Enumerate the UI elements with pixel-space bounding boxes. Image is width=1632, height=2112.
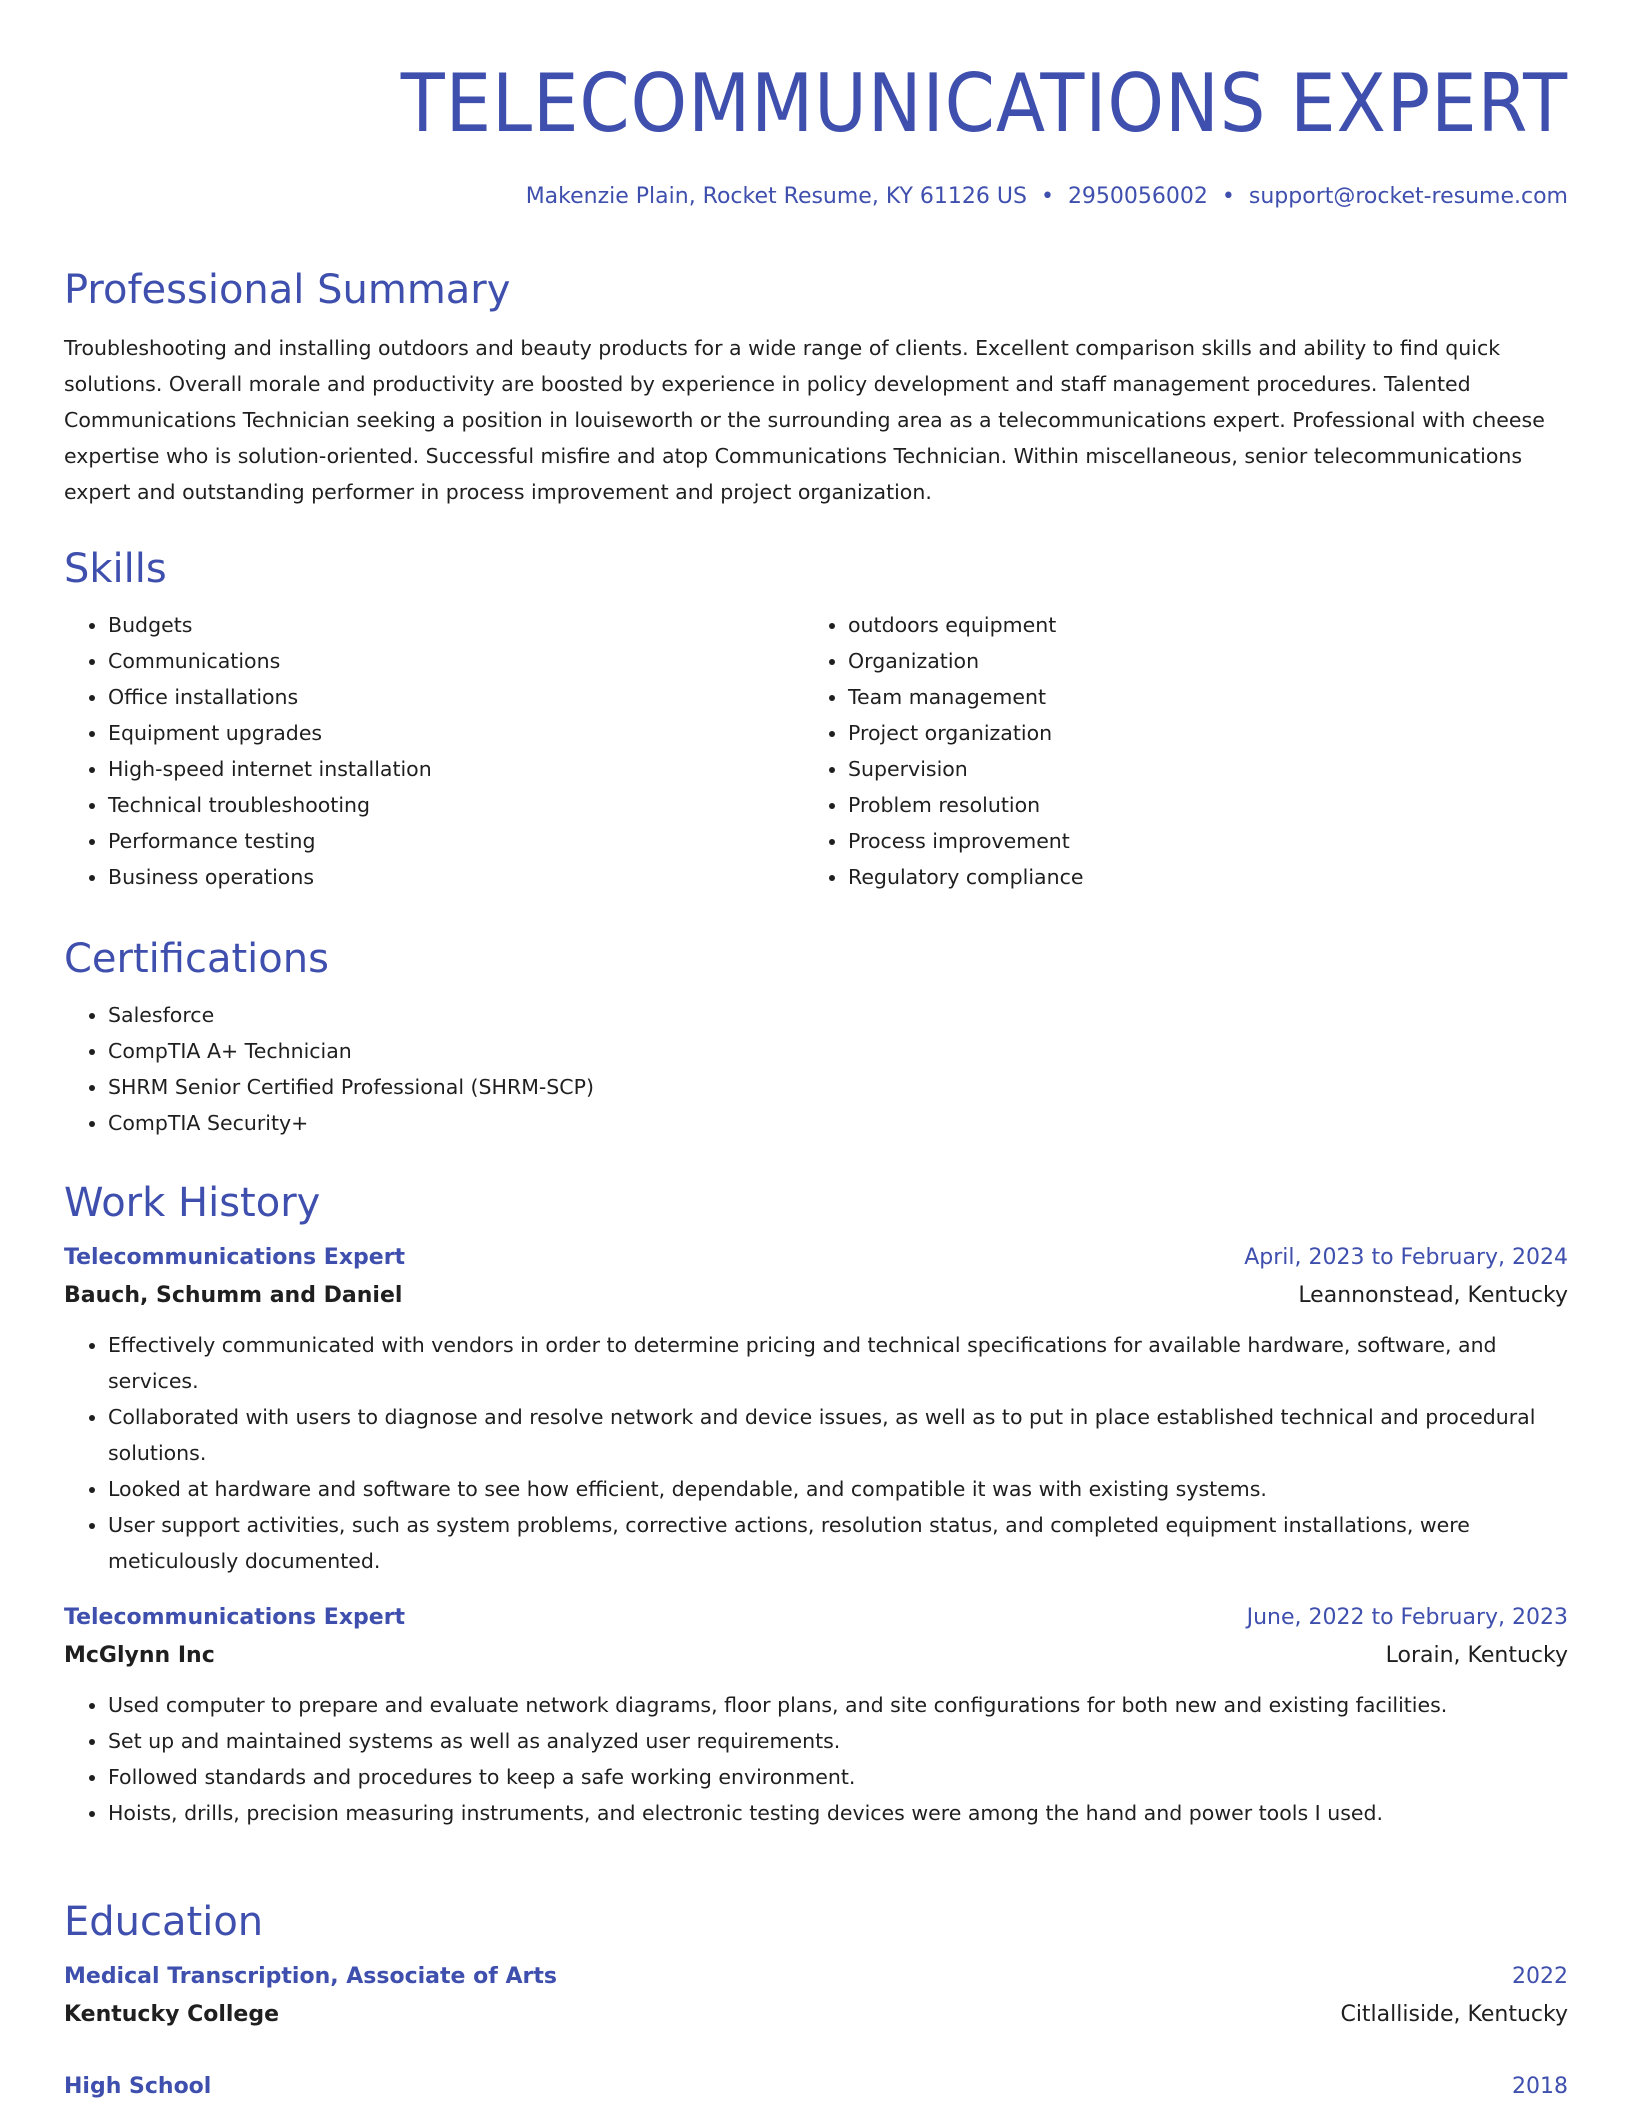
job-title: Telecommunications Expert — [64, 1605, 406, 1630]
certifications-heading: Certifications — [64, 936, 329, 982]
certifications-list — [64, 997, 1568, 1141]
education-school-row — [64, 1996, 1568, 2034]
certifications-section — [64, 933, 1568, 1141]
skill-item: • Office installations — [108, 679, 806, 715]
job-company-row — [64, 1637, 1568, 1675]
education-degree: Medical Transcription, Associate of Arts — [64, 1964, 557, 1989]
job-title-row — [64, 1599, 1568, 1637]
resume-title: TELECOMMUNICATIONS EXPERT — [400, 57, 1568, 150]
job-bullet: • Hoists, drills, precision measuring instruments, and electronic testing devices were among the hand and power tools I used. — [108, 1795, 1568, 1831]
job-bullets — [64, 1327, 1568, 1579]
job-title: Telecommunications Expert — [64, 1245, 406, 1270]
skills-columns — [64, 595, 1568, 895]
contact-separator: • — [1221, 184, 1235, 209]
certification-item: • CompTIA Security+ — [108, 1105, 1568, 1141]
work-history-section — [64, 1177, 1568, 1831]
job-title-row — [64, 1239, 1568, 1277]
job-company: Bauch, Schumm and Daniel — [64, 1283, 403, 1308]
job-location: Lorain, Kentucky — [1385, 1643, 1568, 1668]
job-location: Leannonstead, Kentucky — [1298, 1283, 1568, 1308]
summary-heading: Professional Summary — [64, 267, 511, 313]
skill-item: • outdoors equipment — [848, 607, 1548, 643]
skill-item: • Team management — [848, 679, 1548, 715]
job-company-row — [64, 1277, 1568, 1315]
work-history-heading: Work History — [64, 1180, 321, 1226]
job-bullet: • Looked at hardware and software to see how efficient, dependable, and compatible it was with existing systems. — [108, 1471, 1568, 1507]
skills-section — [64, 543, 1568, 895]
education-heading: Education — [64, 1899, 264, 1945]
skill-item: • Process improvement — [848, 823, 1548, 859]
skill-item: • Project organization — [848, 715, 1548, 751]
education-degree: High School — [64, 2074, 212, 2099]
contact-phone: 2950056002 — [1067, 184, 1208, 209]
education-entry — [64, 1958, 1568, 2034]
certification-item: • Salesforce — [108, 997, 1568, 1033]
job-dates: June, 2022 to February, 2023 — [1246, 1605, 1568, 1630]
education-entry — [64, 2068, 1568, 2106]
job-dates: April, 2023 to February, 2024 — [1244, 1245, 1568, 1270]
skill-item: • Business operations — [108, 859, 806, 895]
summary-text: Troubleshooting and installing outdoors and beauty products for a wide range of clients. Excellent comparison skills and ability to find quick solutions. Overall morale and productivity are boosted by experience in policy development and staff management procedures. Talented Communications Technician seeking a position in louiseworth or the surrounding area as a telecommunications expert. Professional with cheese expertise who is solution-oriented. Successful misfire and atop Communications Technician. Within miscellaneous, senior telecommunications expert and outstanding performer in process improvement and project organization. — [64, 336, 1545, 504]
contact-line — [526, 180, 1568, 214]
education-degree-row — [64, 2068, 1568, 2106]
skills-heading: Skills — [64, 546, 167, 592]
skill-item: • High-speed internet installation — [108, 751, 806, 787]
skill-item: • Performance testing — [108, 823, 806, 859]
skill-item: • Budgets — [108, 607, 806, 643]
education-section — [64, 1896, 1568, 2106]
skill-item: • Supervision — [848, 751, 1548, 787]
job-bullet: • User support activities, such as system problems, corrective actions, resolution status, and completed equipment installations, were meticulously documented. — [108, 1507, 1568, 1579]
education-location: Citlalliside, Kentucky — [1340, 2002, 1568, 2027]
certification-item: • SHRM Senior Certified Professional (SHRM-SCP) — [108, 1069, 1568, 1105]
skill-item: • Regulatory compliance — [848, 859, 1548, 895]
job-bullet: • Collaborated with users to diagnose and resolve network and device issues, as well as to put in place established technical and procedural solutions. — [108, 1399, 1568, 1471]
certification-item: • CompTIA A+ Technician — [108, 1033, 1568, 1069]
skill-item: • Technical troubleshooting — [108, 787, 806, 823]
job-bullets — [64, 1687, 1568, 1831]
skill-item: • Equipment upgrades — [108, 715, 806, 751]
skills-list-right — [806, 607, 1548, 895]
education-year: 2018 — [1512, 2074, 1568, 2099]
contact-separator: • — [1040, 184, 1054, 209]
skill-item: • Organization — [848, 643, 1548, 679]
contact-address: Makenzie Plain, Rocket Resume, KY 61126 US — [525, 184, 1027, 209]
education-year: 2022 — [1512, 1964, 1568, 1989]
job-entry — [64, 1599, 1568, 1831]
skills-list-left — [64, 607, 806, 895]
skill-item: • Problem resolution — [848, 787, 1548, 823]
job-bullet: • Used computer to prepare and evaluate network diagrams, floor plans, and site configurations for both new and existing facilities. — [108, 1687, 1568, 1723]
job-bullet: • Set up and maintained systems as well as analyzed user requirements. — [108, 1723, 1568, 1759]
education-school: Kentucky College — [64, 2002, 280, 2027]
skill-item: • Communications — [108, 643, 806, 679]
summary-section — [64, 264, 1568, 510]
job-company: McGlynn Inc — [64, 1643, 215, 1668]
job-bullet: • Followed standards and procedures to keep a safe working environment. — [108, 1759, 1568, 1795]
education-degree-row — [64, 1958, 1568, 1996]
contact-email: support@rocket-resume.com — [1248, 184, 1568, 209]
job-entry — [64, 1239, 1568, 1579]
job-bullet: • Effectively communicated with vendors in order to determine pricing and technical specifications for available hardware, software, and services. — [108, 1327, 1568, 1399]
